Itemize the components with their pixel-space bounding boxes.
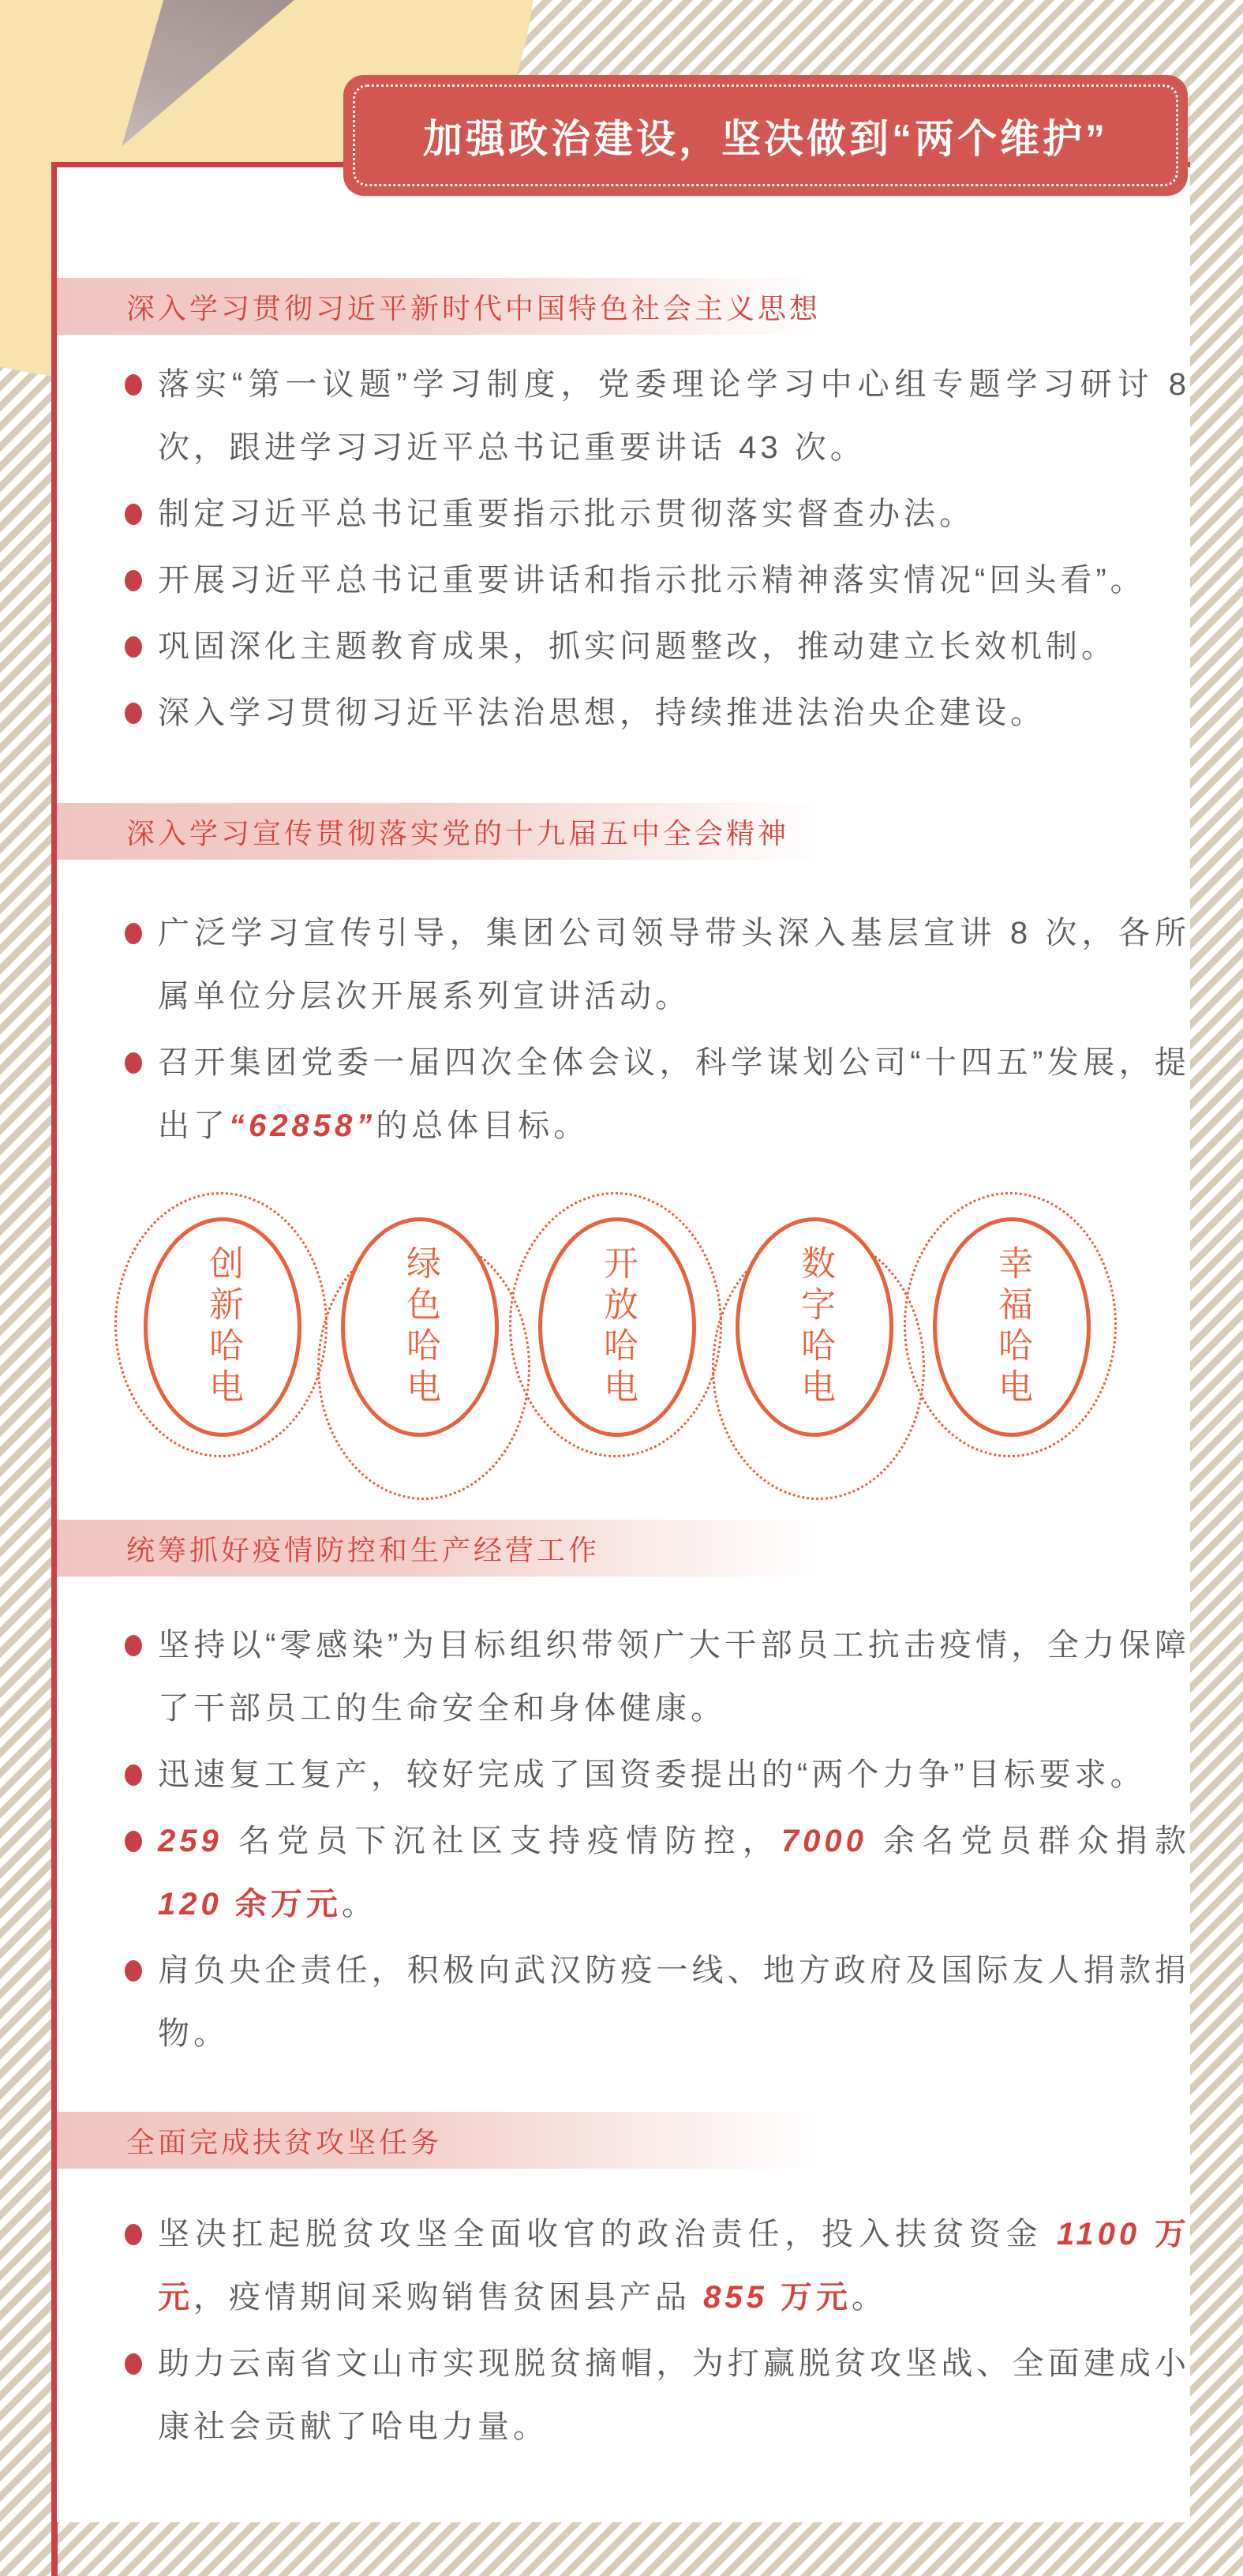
bullet-item [126, 1939, 1190, 2065]
bullet-item [126, 681, 1190, 744]
highlight-number: 259 [158, 1824, 223, 1858]
bullet-item [126, 902, 1190, 1028]
hadian-badges-row [144, 1217, 1091, 1437]
bullet-item [126, 1743, 1190, 1806]
bullet-item [126, 549, 1190, 612]
bullet-text: 召开集团党委一届四次全体会议，科学谋划公司“十四五”发展，提出了 [158, 1045, 1190, 1143]
highlight-number: “62858” [229, 1108, 376, 1143]
content-card [57, 162, 1190, 2522]
highlight-unit: 万元 [767, 2280, 852, 2315]
section-heading: 全面完成扶贫攻坚任务 [126, 2125, 443, 2158]
bullet-list [126, 1614, 1190, 2068]
bullet-text: 迅速复工复产，较好完成了国资委提出的“两个力争”目标要求。 [158, 1757, 1146, 1792]
badge-label: 创新哈电 [204, 1245, 242, 1409]
highlight-number: 1100 [1057, 2217, 1141, 2252]
title-banner [343, 75, 1188, 196]
badge-label: 数字哈电 [796, 1245, 834, 1409]
badge-label: 幸福哈电 [993, 1245, 1031, 1409]
highlight-number: 855 [703, 2280, 768, 2315]
bullet-text: 巩固深化主题教育成果，抓实问题整改，推动建立长效机制。 [158, 629, 1117, 664]
badge-green [341, 1217, 499, 1437]
bullet-text: 助力云南省文山市实现脱贫摘帽，为打赢脱贫攻坚战、全面建成小康社会贡献了哈电力量。 [158, 2346, 1190, 2444]
badge-innovation [144, 1217, 301, 1437]
bullet-item [126, 2332, 1190, 2458]
bullet-text: 开展习近平总书记重要讲话和指示批示精神落实情况“回头看”。 [158, 563, 1146, 598]
bullet-item [126, 2203, 1190, 2329]
highlight-number: 7000 [781, 1824, 867, 1858]
bullet-text: 名党员下沉社区支持疫情防控， [222, 1824, 781, 1858]
bullet-item [126, 353, 1190, 479]
section-heading-band [57, 278, 854, 335]
bullet-text: 肩负央企责任，积极向武汉防疫一线、地方政府及国际友人捐款捐物。 [158, 1953, 1190, 2051]
badge-open [538, 1217, 696, 1437]
bullet-list [126, 353, 1190, 748]
bullet-item [126, 1031, 1190, 1157]
bullet-text: 落实“第一议题”学习制度，党委理论学习中心组专题学习研讨 8 次，跟进学习习近平总书记重要讲话 43 次。 [158, 367, 1190, 465]
bullet-item [126, 1809, 1190, 1936]
highlight-number: 120 [158, 1887, 223, 1922]
bullet-text: 坚决扛起脱贫攻坚全面收官的政治责任，投入扶贫资金 [158, 2217, 1058, 2252]
section-heading-band [57, 803, 854, 860]
badge-label: 开放哈电 [598, 1245, 637, 1409]
bullet-item [126, 1614, 1190, 1740]
section-heading: 统筹抓好疫情防控和生产经营工作 [126, 1533, 601, 1566]
bullet-text: ，疫情期间采购销售贫困县产品 [193, 2280, 704, 2315]
bullet-text: 。 [341, 1887, 377, 1922]
section-heading-band [57, 2112, 854, 2169]
banner-dotted-border [353, 84, 1178, 186]
bullet-text: 深入学习贯彻习近平法治思想，持续推进法治央企建设。 [158, 696, 1046, 730]
badge-label: 绿色哈电 [401, 1245, 440, 1409]
section-heading: 深入学习宣传贯彻落实党的十九届五中全会精神 [126, 816, 790, 849]
highlight-unit: 余万元 [222, 1887, 342, 1922]
badge-digital [736, 1217, 893, 1437]
bullet-text: 制定习近平总书记重要指示批示贯彻落实督查办法。 [158, 497, 975, 531]
page-title: 加强政治建设，坚决做到“两个维护” [423, 116, 1108, 161]
bullet-list [126, 902, 1190, 1161]
bullet-text: 的总体目标。 [376, 1108, 590, 1143]
bullet-item [126, 615, 1190, 678]
bullet-text: 坚持以“零感染”为目标组织带领广大干部员工抗击疫情，全力保障了干部员工的生命安全和身体健康。 [158, 1628, 1190, 1726]
section-heading: 深入学习贯彻习近平新时代中国特色社会主义思想 [126, 291, 822, 324]
bullet-text: 。 [852, 2280, 887, 2315]
bullet-item [126, 482, 1190, 546]
bullet-text: 余名党员群众捐款 [867, 1824, 1190, 1858]
section-heading-band [57, 1520, 854, 1577]
highlight-unit: 万元 [158, 2217, 1190, 2315]
badge-happiness [933, 1217, 1091, 1437]
bullet-text: 广泛学习宣传引导，集团公司领导带头深入基层宣讲 8 次，各所属单位分层次开展系列宣讲活动。 [158, 916, 1190, 1014]
bullet-list [126, 2203, 1190, 2462]
